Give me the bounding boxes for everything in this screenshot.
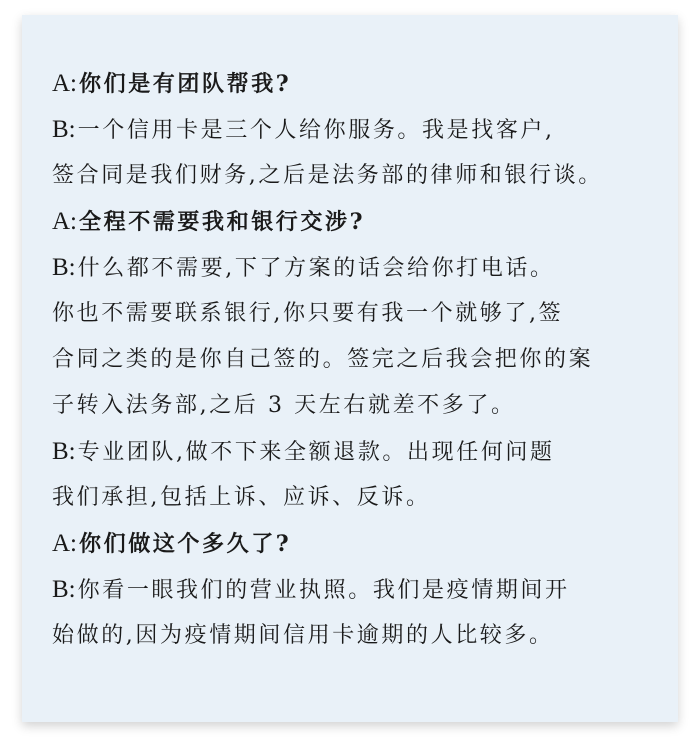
speaker-label: B: — [52, 116, 76, 143]
dialogue-line-continuation — [52, 613, 662, 659]
speaker-label: B: — [52, 576, 76, 603]
dialogue-text: 始做的,因为疫情期间信用卡逾期的人比较多。 — [52, 623, 554, 648]
dialogue-text: 什么都不需要,下了方案的话会给你打电话。 — [77, 256, 555, 281]
dialogue-transcript — [52, 61, 662, 659]
dialogue-text: 一个信用卡是三个人给你服务。我是找客户, — [77, 118, 555, 143]
dialogue-line-continuation — [52, 153, 662, 199]
dialogue-text: 你看一眼我们的营业执照。我们是疫情期间开 — [77, 578, 570, 603]
dialogue-text: 你们是有团队帮我? — [79, 71, 292, 97]
dialogue-line-continuation — [52, 383, 662, 429]
dialogue-card — [22, 15, 678, 722]
speaker-label: A: — [52, 208, 77, 235]
dialogue-text: 你们做这个多久了? — [79, 531, 292, 557]
dialogue-text: 合同之类的是你自己签的。签完之后我会把你的案 — [52, 347, 594, 372]
dialogue-line-answer — [52, 245, 662, 291]
dialogue-text: 子转入法务部,之后 3 天左右就差不多了。 — [52, 393, 516, 418]
dialogue-text: 全程不需要我和银行交涉? — [79, 209, 366, 235]
dialogue-line-answer — [52, 567, 662, 613]
dialogue-line-question — [52, 521, 662, 567]
dialogue-line-continuation — [52, 291, 662, 337]
dialogue-text: 你也不需要联系银行,你只要有我一个就够了,签 — [52, 301, 564, 326]
speaker-label: A: — [52, 530, 77, 557]
dialogue-line-continuation — [52, 475, 662, 521]
dialogue-text: 签合同是我们财务,之后是法务部的律师和银行谈。 — [52, 163, 603, 188]
dialogue-line-answer — [52, 429, 662, 475]
dialogue-text: 专业团队,做不下来全额退款。出现任何问题 — [77, 440, 555, 465]
dialogue-line-continuation — [52, 337, 662, 383]
dialogue-line-answer — [52, 107, 662, 153]
dialogue-line-question — [52, 61, 662, 107]
dialogue-text: 我们承担,包括上诉、应诉、反诉。 — [52, 485, 431, 510]
speaker-label: B: — [52, 438, 76, 465]
dialogue-line-question — [52, 199, 662, 245]
speaker-label: A: — [52, 70, 77, 97]
speaker-label: B: — [52, 254, 76, 281]
